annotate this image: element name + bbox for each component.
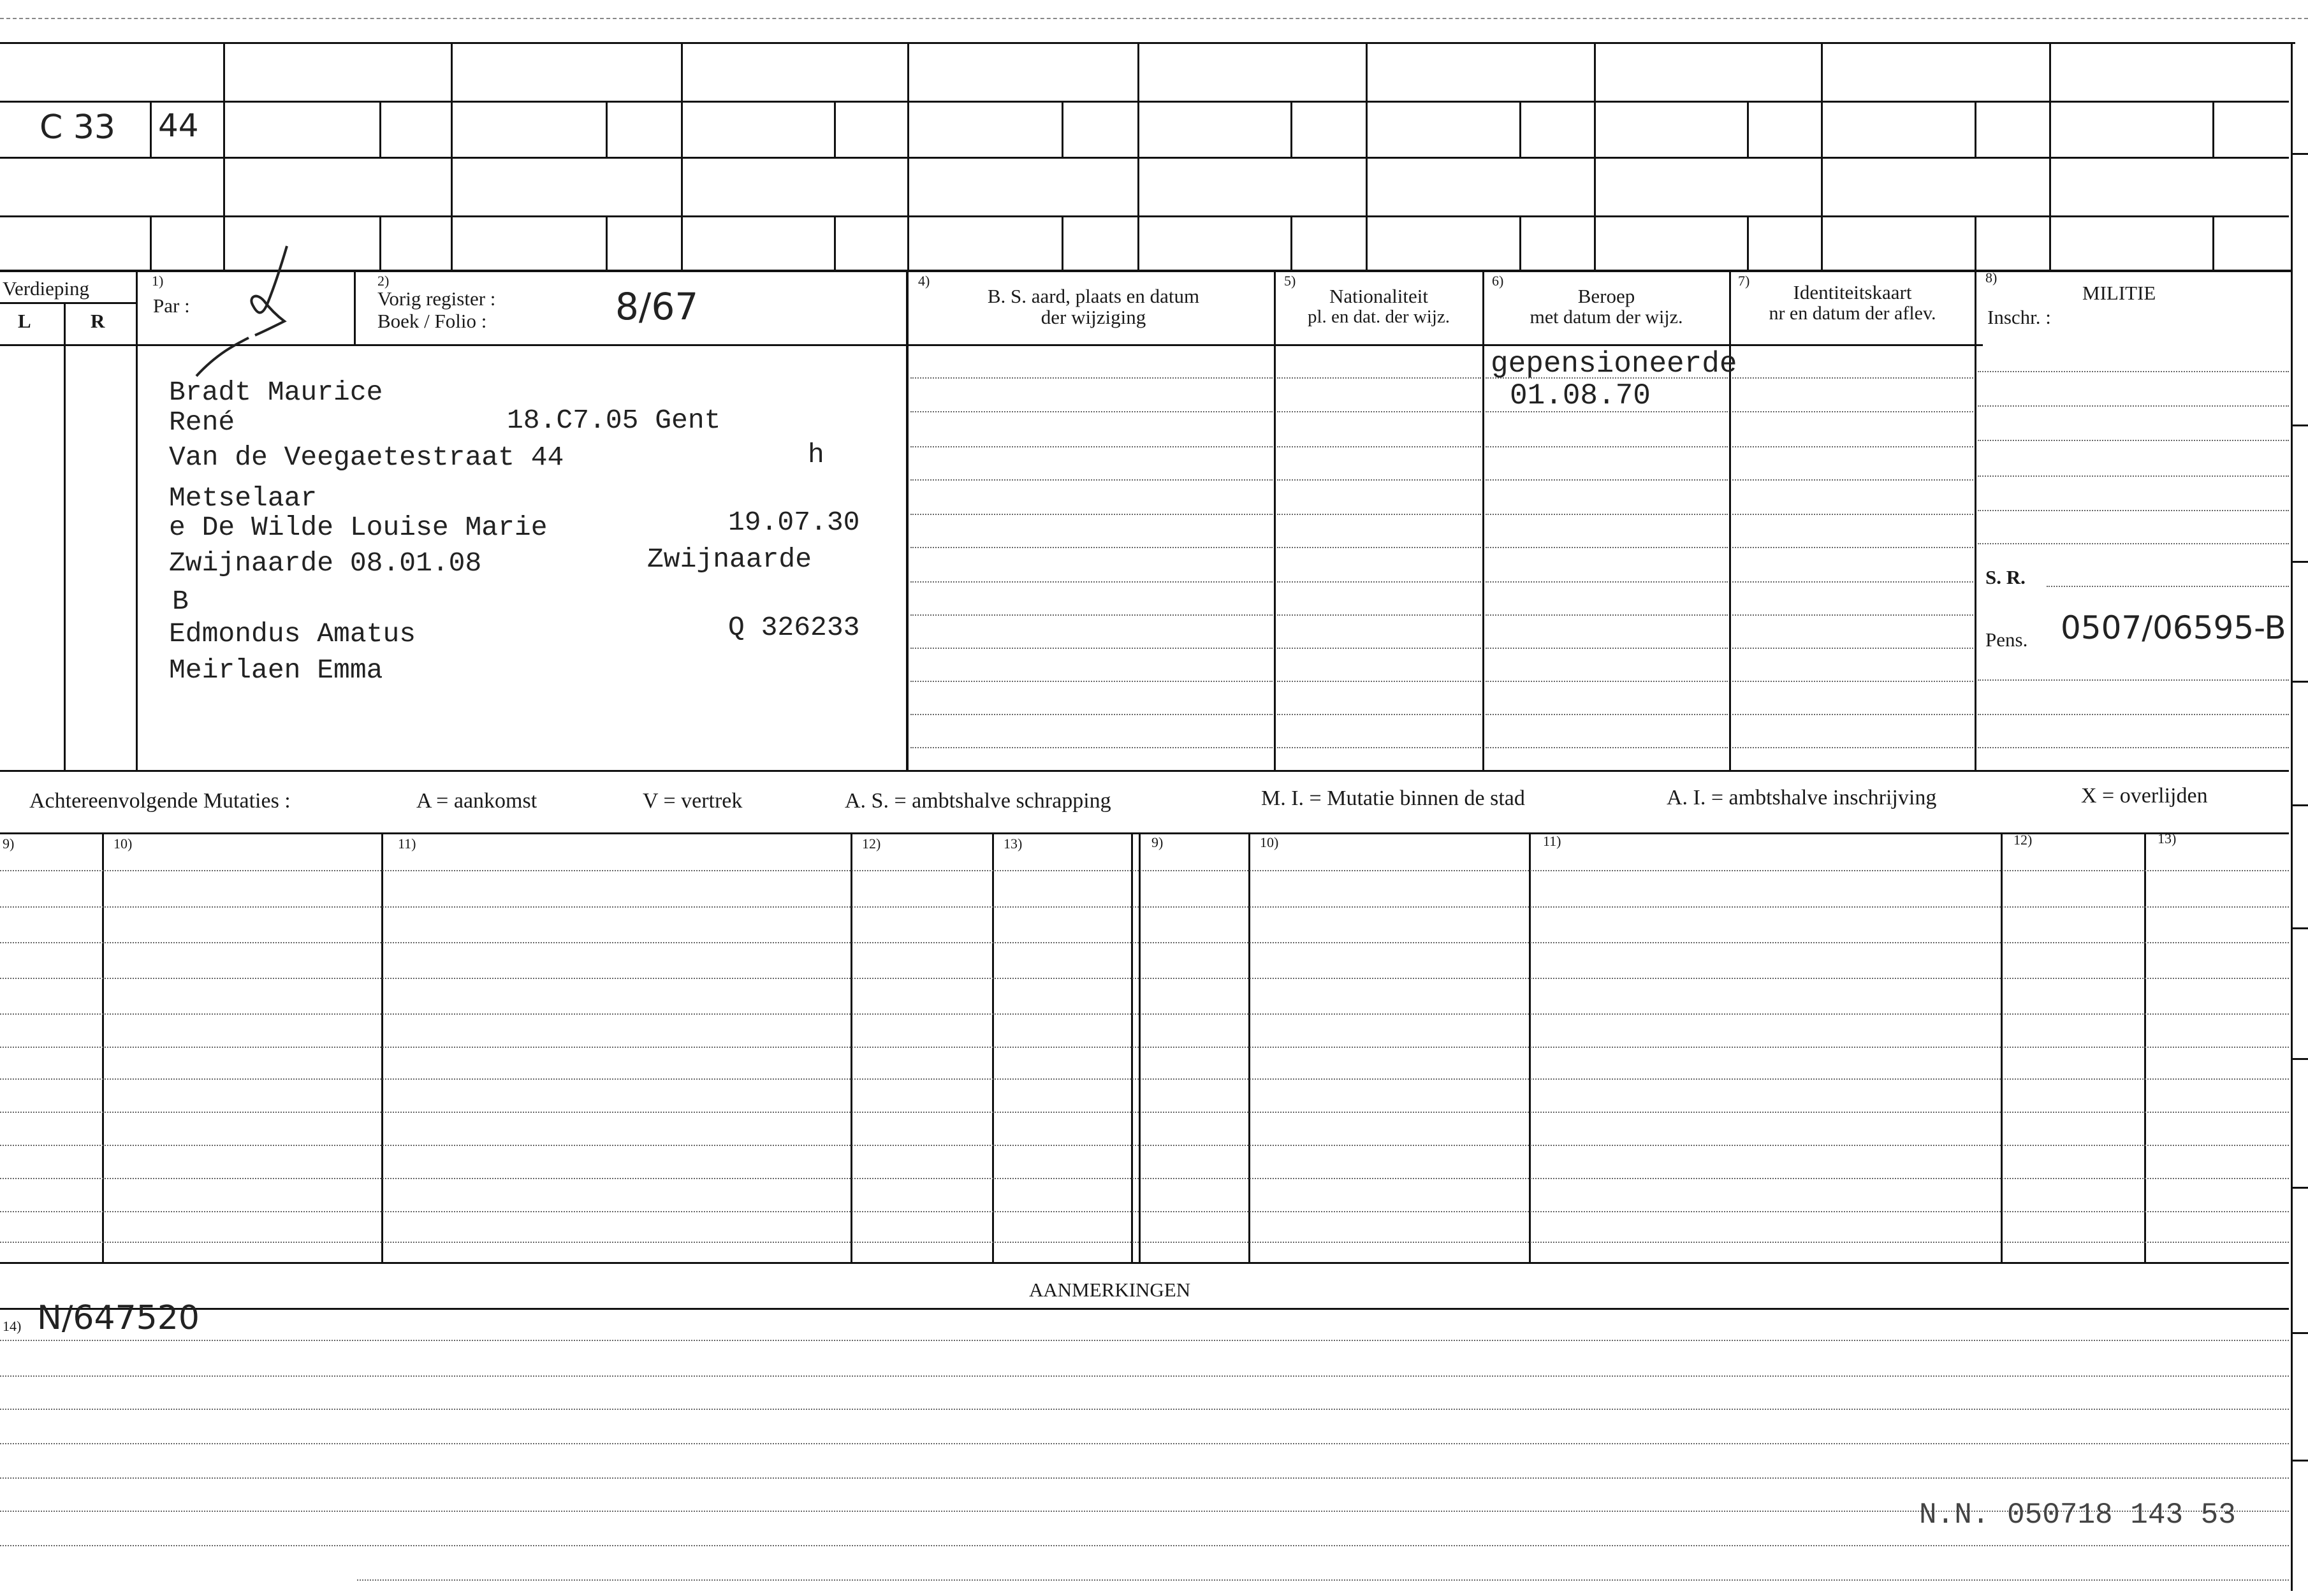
col5-header-line2: pl. en dat. der wijz. — [1307, 306, 1450, 327]
person-mother: Meirlaen Emma — [169, 655, 383, 686]
code-left: C 33 — [40, 108, 116, 147]
person-spouse-birth: Zwijnaarde 08.01.08 — [169, 548, 482, 579]
body-bottom-line — [0, 770, 2289, 772]
beroep-date: 01.08.70 — [1510, 379, 1651, 412]
col7-header — [1730, 282, 1975, 323]
verdieping-l: L — [18, 310, 31, 332]
mut-left-13: 13) — [1004, 836, 1023, 852]
beroep-value: gepensioneerde — [1491, 347, 1737, 381]
col6-number: 6) — [1492, 273, 1504, 289]
person-birth: 18.C7.05 Gent — [507, 405, 721, 436]
person-id-number: Q 326233 — [728, 612, 860, 643]
person-b-mark: B — [172, 586, 189, 617]
legend-v: V = vertrek — [643, 789, 743, 813]
aanmerkingen-number: 14) — [3, 1318, 22, 1334]
mut-left-10: 10) — [113, 836, 133, 852]
militie-label: MILITIE — [2082, 282, 2156, 304]
mut-right-13: 13) — [2158, 831, 2177, 846]
verdieping-label: Verdieping — [3, 277, 90, 300]
col7-header-line1: Identiteitskaart — [1793, 281, 1912, 303]
aanmerkingen-title: AANMERKINGEN — [1029, 1279, 1191, 1301]
mut-right-10: 10) — [1260, 834, 1279, 850]
boek-folio-value: 8/67 — [615, 285, 699, 328]
boek-folio-label: Boek / Folio : — [377, 310, 487, 332]
nn-number: N.N. 050718 143 53 — [1919, 1498, 2236, 1532]
mut-right-9: 9) — [1151, 834, 1164, 850]
col5-header-line1: Nationaliteit — [1329, 285, 1428, 307]
col4-header — [918, 286, 1269, 328]
col5-header — [1275, 286, 1482, 326]
col7-header-line2: nr en datum der aflev. — [1769, 302, 1936, 324]
mut-left-9: 9) — [3, 836, 15, 852]
col6-header-line2: met datum der wijz. — [1530, 306, 1683, 328]
person-marriage-place: Zwijnaarde — [647, 544, 812, 575]
person-address: Van de Veegaetestraat 44 — [169, 442, 564, 473]
mut-left-12: 12) — [862, 836, 881, 852]
sr-label: S. R. — [1985, 566, 2026, 588]
legend-mi: M. I. = Mutatie binnen de stad — [1261, 787, 1525, 810]
person-name: Bradt Maurice — [169, 377, 383, 408]
vorig-register-label: Vorig register : — [377, 287, 496, 310]
col7-number: 7) — [1738, 273, 1750, 289]
top-edge — [0, 18, 2308, 19]
col4-header-line1: B. S. aard, plaats en datum — [987, 285, 1200, 307]
mutaties-title: Achtereenvolgende Mutaties : — [29, 789, 291, 813]
legend-x: X = overlijden — [2081, 784, 2208, 808]
person-firstname: René — [169, 407, 235, 438]
person-occupation: Metselaar — [169, 482, 318, 514]
person-father: Edmondus Amatus — [169, 618, 416, 649]
inschr-label: Inschr. : — [1987, 306, 2051, 328]
par-label: Par : — [153, 294, 190, 317]
col1-number: 1) — [152, 273, 164, 289]
person-marriage-date: 19.07.30 — [728, 507, 860, 538]
person-h-mark: h — [808, 439, 824, 470]
legend-a: A = aankomst — [416, 789, 537, 813]
col2-number: 2) — [377, 273, 390, 289]
pens-value: 0507/06595-B — [2061, 609, 2286, 646]
legend-as: A. S. = ambtshalve schrapping — [845, 789, 1111, 813]
verdieping-r: R — [91, 310, 105, 332]
pens-label: Pens. — [1985, 628, 2028, 651]
code-right: 44 — [158, 107, 199, 144]
legend-ai: A. I. = ambtshalve inschrijving — [1667, 786, 1937, 809]
col4-header-line2: der wijziging — [1041, 305, 1146, 328]
col8-number: 8) — [1985, 270, 1998, 286]
aanmerkingen-line — [0, 1308, 2289, 1310]
mut-right-12: 12) — [2013, 832, 2033, 848]
person-spouse: e De Wilde Louise Marie — [169, 512, 548, 543]
mut-left-11: 11) — [398, 836, 416, 852]
col5-number: 5) — [1284, 273, 1296, 289]
col6-header — [1484, 286, 1729, 327]
col6-header-line1: Beroep — [1577, 285, 1635, 307]
mut-right-11: 11) — [1543, 833, 1561, 849]
mutaties-top-line — [0, 832, 2289, 834]
aanmerkingen-value: N/647520 — [37, 1299, 200, 1337]
col4-number: 4) — [918, 273, 930, 289]
mutaties-bottom-line — [0, 1262, 2289, 1264]
